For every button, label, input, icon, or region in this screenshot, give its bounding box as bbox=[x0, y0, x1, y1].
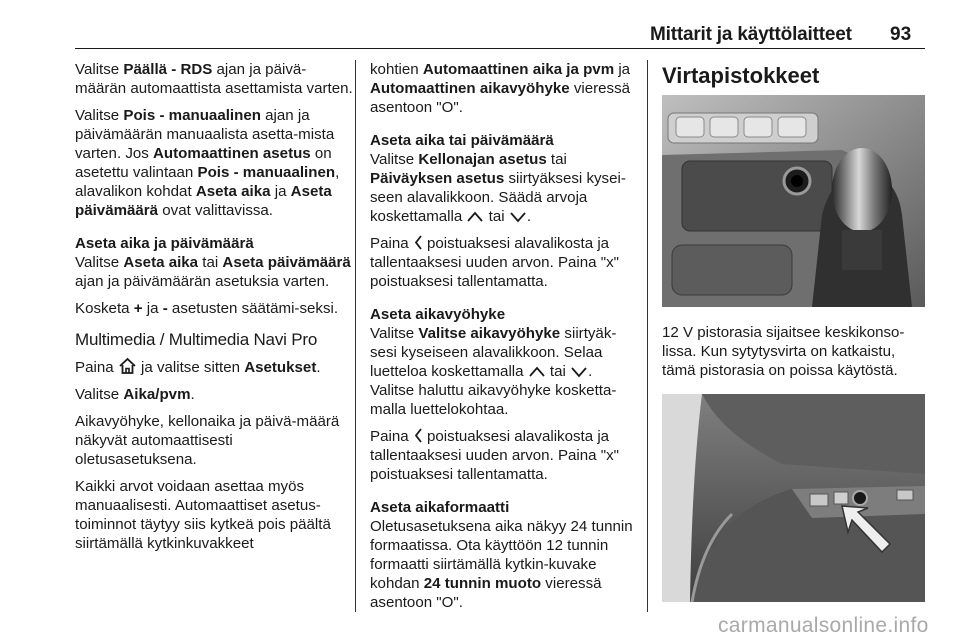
chevron-down-icon bbox=[570, 365, 588, 379]
text: Paina bbox=[75, 359, 118, 376]
key-term: - bbox=[162, 300, 168, 317]
menu-term: Päällä - RDS bbox=[123, 61, 213, 78]
paragraph bbox=[75, 253, 357, 291]
section-title: Virtapistokkeet bbox=[662, 63, 820, 88]
text: Paina bbox=[370, 428, 413, 445]
text: Valitse bbox=[75, 254, 124, 271]
menu-term: 24 tunnin muoto bbox=[423, 575, 542, 592]
text: ajan ja päivä-määrän automaattista asettamista varten. bbox=[75, 61, 353, 97]
text: Valitse bbox=[75, 107, 124, 124]
chevron-down-icon bbox=[509, 210, 527, 224]
text: . bbox=[526, 208, 532, 225]
chevron-up-icon bbox=[466, 210, 484, 224]
column-1 bbox=[75, 60, 357, 561]
menu-term: Aseta päivämäärä bbox=[222, 254, 351, 271]
menu-term: Pois - manuaalinen bbox=[123, 107, 261, 124]
text: tai bbox=[545, 363, 571, 380]
paragraph bbox=[75, 357, 357, 377]
center-console-socket-photo bbox=[662, 95, 925, 307]
menu-term: Asetukset bbox=[244, 359, 317, 376]
chevron-left-icon bbox=[413, 427, 423, 444]
key-term: + bbox=[133, 300, 143, 317]
text: siirtyäksesi kysei-seen alavalikkoon. Säädä arvoja koskettamalla bbox=[370, 170, 626, 225]
text: . bbox=[190, 386, 195, 403]
text: ajan ja päivämäärän manuaalista asetta-mista varten. Jos bbox=[75, 107, 335, 162]
section-heading: Aseta aika tai päivämäärä bbox=[370, 132, 554, 149]
menu-term: Automaattinen asetus bbox=[153, 145, 311, 162]
text: . bbox=[316, 359, 321, 376]
watermark[interactable]: carmanualsonline.info bbox=[718, 614, 929, 637]
text: Valitse bbox=[75, 386, 124, 403]
section-heading: Aseta aikaformaatti bbox=[370, 499, 510, 516]
menu-term: Aseta päivämäärä bbox=[75, 183, 332, 219]
menu-term: Aika/pvm bbox=[123, 386, 191, 403]
chevron-left-icon bbox=[413, 234, 423, 251]
text: ovat valittavissa. bbox=[158, 202, 274, 219]
page-number: 93 bbox=[890, 24, 912, 45]
text: tai bbox=[546, 151, 567, 168]
menu-term: Aseta aika bbox=[195, 183, 271, 200]
menu-term: Valitse aikavyöhyke bbox=[418, 325, 561, 342]
paragraph bbox=[370, 324, 638, 419]
paragraph: Aikavyöhyke, kellonaika ja päivä-määrä näkyvät automaattisesti oletusasetuksena. bbox=[75, 413, 340, 468]
text: poistuaksesi alavalikosta ja tallentaaksesi uuden arvon. Paina "x" poistuaksesi tallentamatta. bbox=[370, 428, 620, 483]
paragraph bbox=[75, 385, 357, 404]
section-heading: Aseta aika ja päivämäärä bbox=[75, 235, 254, 252]
paragraph bbox=[370, 150, 638, 226]
section-heading: Aseta aikavyöhyke bbox=[370, 306, 506, 323]
text: . Valitse haluttu aikavyöhyke kosketta-malla luettelokohtaa. bbox=[370, 363, 617, 418]
paragraph bbox=[75, 60, 357, 98]
section-heading: Multimedia / Multimedia Navi Pro bbox=[75, 330, 318, 349]
text: ja bbox=[614, 61, 631, 78]
text: vieressä asentoon "O". bbox=[370, 575, 602, 611]
text: on asetettu valintaan bbox=[75, 145, 332, 181]
text: , alavalikon kohdat bbox=[75, 164, 340, 200]
text: poistuaksesi alavalikosta ja tallentaaksesi uuden arvon. Paina "x" poistuaksesi tallentamatta. bbox=[370, 235, 620, 290]
text: ja valitse sitten bbox=[136, 359, 245, 376]
socket-description: 12 V pistorasia sijaitsee keskikonso-lissa. Kun sytytysvirta on katkaistu, tämä pistorasia on poissa käytöstä. bbox=[662, 324, 905, 379]
header-rule bbox=[75, 48, 925, 49]
menu-term: Päiväyksen asetus bbox=[370, 170, 505, 187]
text: Paina bbox=[370, 235, 413, 252]
text: siirtyäk-sesi kyseiseen alavalikkoon. Selaa luetteloa koskettamalla bbox=[370, 325, 617, 380]
text: ja bbox=[270, 183, 291, 200]
paragraph bbox=[370, 517, 638, 612]
text: ja bbox=[142, 300, 163, 317]
chevron-up-icon bbox=[528, 365, 546, 379]
cargo-area-socket-photo bbox=[662, 394, 925, 602]
menu-term: Automaattinen aika ja pvm bbox=[422, 61, 615, 78]
column-2 bbox=[370, 60, 638, 620]
text: tai bbox=[484, 208, 509, 225]
text: kohtien bbox=[370, 61, 423, 78]
text: vieressä asentoon "O". bbox=[370, 80, 631, 116]
text: Oletusasetuksena aika näkyy 24 tunnin formaatissa. Ota käyttöön 12 tunnin formaatti siirtämällä kytkin-kuvake kohdan bbox=[370, 518, 633, 592]
text: Kosketa bbox=[75, 300, 134, 317]
column-divider bbox=[647, 60, 648, 612]
column-3 bbox=[662, 60, 927, 602]
paragraph bbox=[370, 60, 638, 117]
text: Valitse bbox=[370, 325, 419, 342]
home-icon bbox=[118, 357, 137, 375]
paragraph bbox=[370, 234, 638, 291]
text: tai bbox=[198, 254, 223, 271]
menu-term: Pois - manuaalinen bbox=[197, 164, 336, 181]
paragraph: Kaikki arvot voidaan asettaa myös manuaalisesti. Automaattiset asetus-toiminnot täytyy siis kytkeä pois päältä siirtämällä kytkinkuvakkeet bbox=[75, 478, 331, 552]
paragraph bbox=[370, 427, 638, 484]
text: Valitse bbox=[75, 61, 124, 78]
paragraph bbox=[75, 106, 357, 220]
menu-term: Aseta aika bbox=[123, 254, 199, 271]
menu-term: Kellonajan asetus bbox=[418, 151, 547, 168]
text: Valitse bbox=[370, 151, 419, 168]
page-header-title: Mittarit ja käyttölaitteet bbox=[650, 24, 852, 45]
text: asetusten säätämi-seksi. bbox=[167, 300, 339, 317]
paragraph bbox=[75, 299, 357, 318]
text: ajan ja päivämäärän asetuksia varten. bbox=[75, 273, 330, 290]
menu-term: Automaattinen aikavyöhyke bbox=[370, 80, 570, 97]
